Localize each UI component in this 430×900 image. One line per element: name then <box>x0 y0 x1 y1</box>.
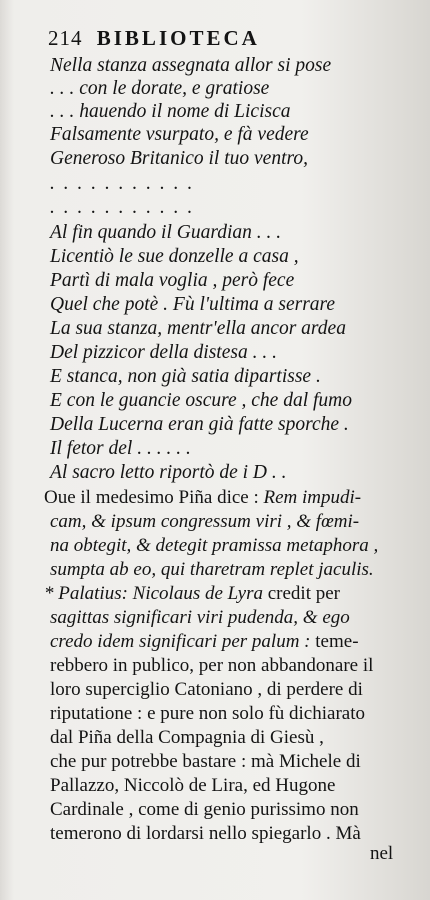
prose-line: rebbero in publico, per non abbandonare il <box>50 655 374 676</box>
ellipsis-line: . . . . . . . . . . . <box>50 197 195 218</box>
catchword: nel <box>370 843 394 864</box>
prose-line: Pallazzo, Niccolò de Lira, ed Hugone <box>50 775 336 796</box>
ellipsis-line: . . . . . . . . . . . <box>50 173 195 194</box>
running-head: BIBLIOTECA <box>96 26 260 50</box>
palatius-citation: * Palatius: Nicolaus de Lyra <box>44 583 263 604</box>
latin-line: na obtegit, & detegit pramissa metaphora , <box>50 535 379 556</box>
latin-line: sagittas significari viri pudenda, & ego <box>50 607 350 628</box>
prose-line: temerono di lordarsi nello spiegarlo . Mà <box>50 823 361 844</box>
prose-roman: teme- <box>310 631 359 652</box>
verse-line: Quel che potè . Fù l'ultima a serrare <box>50 294 336 315</box>
verse-line: Licentiò le sue donzelle a casa , <box>50 246 299 267</box>
prose-line: dal Piña della Compagnia di Giesù , <box>50 727 324 748</box>
prose-line: che pur potrebbe bastare : mà Michele di <box>50 751 361 772</box>
prose-line: Cardinale , come di genio purissimo non <box>50 799 359 820</box>
page-header <box>48 27 260 49</box>
verse-line: E con le guancie oscure , che dal fumo <box>50 390 352 411</box>
prose-line: riputatione : e pure non solo fù dichiarato <box>50 703 365 724</box>
page-number: 214 <box>48 26 83 50</box>
verse-line: Al sacro letto riportò de i D . . <box>50 462 287 483</box>
verse-line: Del pizzicor della distesa . . . <box>50 342 277 363</box>
verse-line: Il fetor del . . . . . . <box>50 438 191 459</box>
prose-roman: credit per <box>262 583 340 604</box>
verse-line: Generoso Britanico il tuo ventro, <box>50 148 308 169</box>
prose-line <box>44 487 361 509</box>
verse-line: Della Lucerna eran già fatte sporche . <box>50 414 349 435</box>
prose-line <box>50 631 359 653</box>
latin-line: sumpta ab eo, qui tharetram replet jaculis. <box>50 559 374 580</box>
verse-line: E stanca, non già satia dipartisse . <box>50 366 321 387</box>
latin-line: cam, & ipsum congressum viri , & fœmi- <box>50 511 360 532</box>
prose-latin: credo idem significari per palum : <box>50 631 311 652</box>
prose-latin: Rem impudi- <box>263 487 362 508</box>
prose-line: loro superciglio Catoniano , di perdere di <box>50 679 363 700</box>
verse-line: La sua stanza, mentr'ella ancor ardea <box>50 318 346 339</box>
prose-roman: Oue il medesimo Piña dice : <box>44 487 264 508</box>
verse-line: . . . con le dorate, e gratiose <box>50 78 270 99</box>
verse-line: Falsamente vsurpato, e fà vedere <box>50 124 309 145</box>
verse-line: Al fin quando il Guardian . . . <box>50 222 282 243</box>
prose-line <box>44 583 340 605</box>
verse-line: . . . hauendo il nome di Licisca <box>50 101 291 122</box>
verse-line: Nella stanza assegnata allor si pose <box>50 55 332 76</box>
verse-line: Partì di mala voglia , però fece <box>50 270 295 291</box>
